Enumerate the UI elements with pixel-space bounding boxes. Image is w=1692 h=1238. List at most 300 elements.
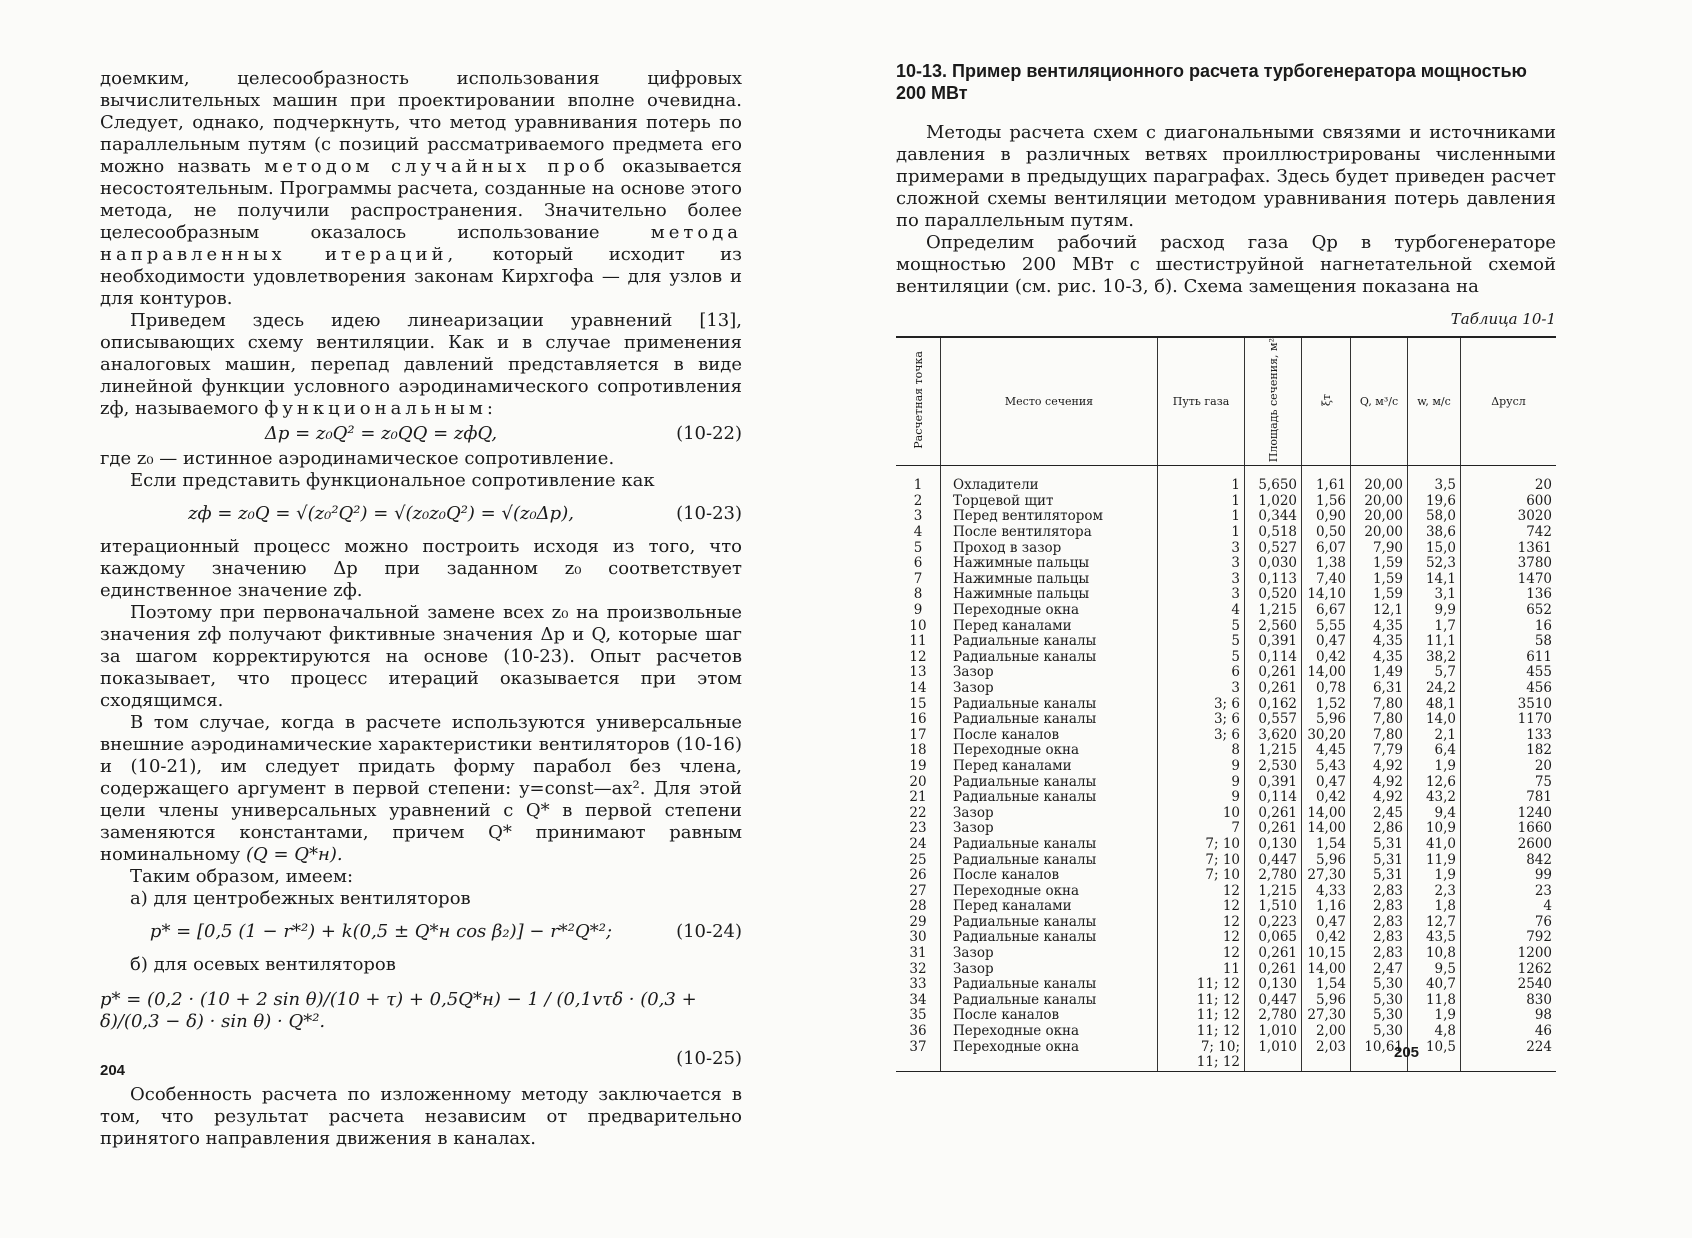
table-cell: 1,54 <box>1302 977 1351 993</box>
equation-number: (10-25) <box>676 1048 742 1069</box>
table-cell: Радиальные каналы <box>941 837 1158 853</box>
table-cell: 1,215 <box>1245 884 1302 900</box>
table-cell: 0,447 <box>1245 993 1302 1009</box>
table-cell: 35 <box>909 1007 927 1024</box>
table-cell: 11; 12 <box>1158 993 1245 1009</box>
table-row <box>896 806 1556 822</box>
table-cell: 2,00 <box>1302 1024 1351 1040</box>
table-cell: 27 <box>909 882 927 899</box>
table-cell <box>1461 1055 1557 1071</box>
table-cell: 3,5 <box>1408 478 1461 494</box>
table-cell: 24,2 <box>1408 681 1461 697</box>
table-cell: Переходные окна <box>941 884 1158 900</box>
table-cell: 224 <box>1461 1040 1557 1056</box>
table-row <box>896 572 1556 588</box>
data-table <box>896 336 1556 1072</box>
table-cell: 9 <box>1158 790 1245 806</box>
table-cell: 38,6 <box>1408 525 1461 541</box>
table-cell: 7,80 <box>1351 697 1408 713</box>
paragraph: б) для осевых вентиляторов <box>130 954 396 975</box>
table-cell: Радиальные каналы <box>941 993 1158 1009</box>
table-row <box>896 821 1556 837</box>
table-cell: 0,261 <box>1245 821 1302 837</box>
table-cell <box>1302 1055 1351 1071</box>
table-row <box>896 1008 1556 1024</box>
table-cell: 9 <box>913 602 923 619</box>
table-cell: 23 <box>909 820 927 837</box>
table-cell: 76 <box>1461 915 1557 931</box>
table-cell: 9,9 <box>1408 603 1461 619</box>
table-cell: Зазор <box>941 665 1158 681</box>
table-cell: 5,31 <box>1351 868 1408 884</box>
table-cell: 98 <box>1461 1008 1557 1024</box>
table-cell: 12 <box>1158 899 1245 915</box>
table-cell: 1660 <box>1461 821 1557 837</box>
table-cell: 1,020 <box>1245 494 1302 510</box>
table-cell: 1,61 <box>1302 478 1351 494</box>
table-cell: 27,30 <box>1302 868 1351 884</box>
table-cell: 4,35 <box>1351 650 1408 666</box>
column-header: Место сечения <box>941 337 1158 466</box>
table-cell: 19 <box>909 757 927 774</box>
table-row <box>896 915 1556 931</box>
table-row <box>896 837 1556 853</box>
table-cell: 0,261 <box>1245 665 1302 681</box>
table-cell: 9 <box>1158 775 1245 791</box>
table-cell: 2,03 <box>1302 1040 1351 1056</box>
table-cell: 10,9 <box>1408 821 1461 837</box>
table-cell: 0,42 <box>1302 650 1351 666</box>
table-cell: 99 <box>1461 868 1557 884</box>
table-cell: 7,80 <box>1351 728 1408 744</box>
table-cell: 5 <box>1158 634 1245 650</box>
table-cell: 9,4 <box>1408 806 1461 822</box>
table-cell: 2,47 <box>1351 962 1408 978</box>
table-cell: Перед каналами <box>941 899 1158 915</box>
table-cell: 652 <box>1461 603 1557 619</box>
table-cell: 7,90 <box>1351 541 1408 557</box>
table-cell: 2,83 <box>1351 884 1408 900</box>
table-cell: 0,557 <box>1245 712 1302 728</box>
table-cell: 14,00 <box>1302 962 1351 978</box>
equation-10-22: Δp = z₀Q² = z₀QQ = zфQ, (10-22) <box>264 423 742 444</box>
table-cell: 136 <box>1461 587 1557 603</box>
table-row <box>896 1040 1556 1056</box>
table-cell: 2 <box>913 492 923 509</box>
table-cell: 48,1 <box>1408 697 1461 713</box>
table-row <box>896 478 1556 494</box>
table-cell: 3780 <box>1461 556 1557 572</box>
table-cell: 0,114 <box>1245 650 1302 666</box>
column-header: Путь газа <box>1158 337 1245 466</box>
table-cell: 1,215 <box>1245 603 1302 619</box>
table-row <box>896 962 1556 978</box>
table-cell: 7,40 <box>1302 572 1351 588</box>
table-cell: 4 <box>1158 603 1245 619</box>
table-cell: 5,30 <box>1351 993 1408 1009</box>
table-row <box>896 775 1556 791</box>
table-cell: 456 <box>1461 681 1557 697</box>
table-cell: 0,47 <box>1302 775 1351 791</box>
paragraph: а) для центробежных вентиляторов <box>130 888 471 909</box>
table-cell: 12,6 <box>1408 775 1461 791</box>
paragraph: Поэтому при первоначальной замене всех z₀ на произвольные значения zф получают фиктивные значения Δp и Q, которые шаг за шагом корректируются на основе (10-23). Опыт расчетов показывает, что процесс итераций оказывается при этом сходящимся. <box>100 602 742 711</box>
table-cell: 28 <box>909 898 927 915</box>
table-cell: 27,30 <box>1302 1008 1351 1024</box>
table-cell: 0,90 <box>1302 509 1351 525</box>
table-cell: 2,3 <box>1408 884 1461 900</box>
table-cell: 14,00 <box>1302 665 1351 681</box>
table-cell <box>941 1055 1158 1071</box>
table-cell: 0,162 <box>1245 697 1302 713</box>
table-cell <box>896 1055 941 1071</box>
table-cell: 12,1 <box>1351 603 1408 619</box>
table-cell: Радиальные каналы <box>941 853 1158 869</box>
table-cell: 3 <box>913 508 923 525</box>
table-cell: 0,223 <box>1245 915 1302 931</box>
table-cell: 5,43 <box>1302 759 1351 775</box>
table-cell: 11 <box>909 633 927 650</box>
table-cell: 4,92 <box>1351 790 1408 806</box>
table-cell: Радиальные каналы <box>941 775 1158 791</box>
table-cell: 14 <box>909 679 927 696</box>
table-cell: 0,261 <box>1245 681 1302 697</box>
table-cell: После каналов <box>941 868 1158 884</box>
table-cell: 2,83 <box>1351 899 1408 915</box>
table-cell: 0,261 <box>1245 962 1302 978</box>
table-cell: 5 <box>1158 650 1245 666</box>
table-cell: Переходные окна <box>941 1040 1158 1056</box>
table-cell: 6 <box>1158 665 1245 681</box>
table-cell: 0,261 <box>1245 806 1302 822</box>
table-cell: 34 <box>909 991 927 1008</box>
table-row <box>896 525 1556 541</box>
table-cell: 0,78 <box>1302 681 1351 697</box>
table-cell: 43,5 <box>1408 930 1461 946</box>
table-cell: После вентилятора <box>941 525 1158 541</box>
table-row <box>896 868 1556 884</box>
table-cell: 6,07 <box>1302 541 1351 557</box>
table-cell: 1 <box>913 477 923 494</box>
table-cell: Нажимные пальцы <box>941 587 1158 603</box>
table-cell: 1361 <box>1461 541 1557 557</box>
column-header: Площадь сечения, м² <box>1245 337 1302 466</box>
table-cell: 2600 <box>1461 837 1557 853</box>
table-cell: 5,96 <box>1302 853 1351 869</box>
table-cell: 21 <box>909 789 927 806</box>
table-cell: 0,130 <box>1245 837 1302 853</box>
table-cell: 1,9 <box>1408 1008 1461 1024</box>
table-cell: 3 <box>1158 681 1245 697</box>
equation-10-25: p* = (0,2 · (10 + 2 sin θ)/(10 + τ) + 0,5Q*н) − 1 / (0,1vτδ · (0,3 + δ)/(0,3 − δ) · sin θ) · Q*². <box>100 989 697 1032</box>
column-header: ξт <box>1302 337 1351 466</box>
table-cell: 17 <box>909 726 927 743</box>
table-cell: Радиальные каналы <box>941 697 1158 713</box>
table-cell: Радиальные каналы <box>941 634 1158 650</box>
table-row <box>896 759 1556 775</box>
table-row <box>896 743 1556 759</box>
right-text-column <box>896 60 1556 1072</box>
table-row <box>896 930 1556 946</box>
paragraph: где z₀ — истинное аэродинамическое сопротивление. <box>100 448 615 469</box>
table-cell: Зазор <box>941 946 1158 962</box>
table-cell: 10 <box>1158 806 1245 822</box>
table-cell: 29 <box>909 913 927 930</box>
table-cell: 1,59 <box>1351 556 1408 572</box>
table-cell: 5,31 <box>1351 853 1408 869</box>
table-cell: Радиальные каналы <box>941 977 1158 993</box>
table-cell: 4,45 <box>1302 743 1351 759</box>
table-cell: 0,520 <box>1245 587 1302 603</box>
table-cell: 3 <box>1158 556 1245 572</box>
table-cell: 14,0 <box>1408 712 1461 728</box>
table-cell: 15,0 <box>1408 541 1461 557</box>
table-row <box>896 650 1556 666</box>
table-cell: 18 <box>909 742 927 759</box>
table-cell: 133 <box>1461 728 1557 744</box>
table-cell: 4,92 <box>1351 759 1408 775</box>
table-cell: 0,065 <box>1245 930 1302 946</box>
table-cell: 2,83 <box>1351 915 1408 931</box>
table-row <box>896 946 1556 962</box>
table-cell: 0,030 <box>1245 556 1302 572</box>
table-cell: Зазор <box>941 821 1158 837</box>
table-cell: 31 <box>909 945 927 962</box>
table-cell: 0,261 <box>1245 946 1302 962</box>
table-cell: Охладители <box>941 478 1158 494</box>
table-cell: 3 <box>1158 572 1245 588</box>
table-cell: 2,45 <box>1351 806 1408 822</box>
left-text-column <box>100 68 742 1150</box>
paragraph: Методы расчета схем с диагональными связями и источниками давления в различных ветвях проиллюстрированы численными примерами в предыдущих параграфах. Здесь будет приведен расчет сложной схемы вентиляции методом уравнивания потерь давления по параллельным путям. <box>896 122 1556 231</box>
table-cell: 0,42 <box>1302 930 1351 946</box>
table-cell: Переходные окна <box>941 743 1158 759</box>
table-cell: 7; 10 <box>1158 837 1245 853</box>
table-cell: 0,47 <box>1302 915 1351 931</box>
table-cell: 4 <box>1461 899 1557 915</box>
table-cell: Зазор <box>941 962 1158 978</box>
table-cell: 26 <box>909 867 927 884</box>
table-cell: Радиальные каналы <box>941 712 1158 728</box>
table-row <box>896 712 1556 728</box>
table-cell: 7 <box>913 570 923 587</box>
table-cell: 6,67 <box>1302 603 1351 619</box>
table-cell: 4,33 <box>1302 884 1351 900</box>
table-cell: 12 <box>909 648 927 665</box>
table-cell: 1240 <box>1461 806 1557 822</box>
table-cell: 0,42 <box>1302 790 1351 806</box>
table-cell: 5,55 <box>1302 619 1351 635</box>
table-cell: 2,560 <box>1245 619 1302 635</box>
table-cell: 3; 6 <box>1158 712 1245 728</box>
table-cell: 5,7 <box>1408 665 1461 681</box>
table-cell: 11; 12 <box>1158 977 1245 993</box>
table-caption: Таблица 10-1 <box>1450 310 1556 328</box>
column-header: w, м/с <box>1408 337 1461 466</box>
table-cell: 11; 12 <box>1158 1055 1245 1071</box>
table-cell: 830 <box>1461 993 1557 1009</box>
equation-10-24: p* = [0,5 (1 − r*²) + k(0,5 ± Q*н cos β₂)] − r*²Q*²; (10-24) <box>149 921 742 942</box>
table-cell: 25 <box>909 851 927 868</box>
table-cell: 5,30 <box>1351 1024 1408 1040</box>
table-cell: 1,9 <box>1408 868 1461 884</box>
table-cell: 20,00 <box>1351 478 1408 494</box>
table-cell: 30 <box>909 929 927 946</box>
table-row <box>896 977 1556 993</box>
equation-10-23: zф = z₀Q = √(z₀²Q²) = √(z₀z₀Q²) = √(z₀Δp), (10-23) <box>188 503 742 524</box>
table-cell: 2,780 <box>1245 868 1302 884</box>
table-cell: Радиальные каналы <box>941 915 1158 931</box>
table-cell: 12 <box>1158 884 1245 900</box>
table-cell: 1,16 <box>1302 899 1351 915</box>
table-cell: 33 <box>909 976 927 993</box>
table-header-row <box>896 337 1556 466</box>
table-cell: 0,47 <box>1302 634 1351 650</box>
table-cell: 1,9 <box>1408 759 1461 775</box>
table-row <box>896 853 1556 869</box>
table-row <box>896 494 1556 510</box>
table-cell: 1200 <box>1461 946 1557 962</box>
table-cell: 20,00 <box>1351 509 1408 525</box>
table-row <box>896 603 1556 619</box>
table-row <box>896 697 1556 713</box>
table-cell: 16 <box>1461 619 1557 635</box>
table-cell: 1,7 <box>1408 619 1461 635</box>
table-cell: 11; 12 <box>1158 1008 1245 1024</box>
table-cell: 1470 <box>1461 572 1557 588</box>
table-cell: 1,8 <box>1408 899 1461 915</box>
table-cell: 1,56 <box>1302 494 1351 510</box>
table-cell: 13 <box>909 664 927 681</box>
table-cell: 6,4 <box>1408 743 1461 759</box>
table-cell: 41,0 <box>1408 837 1461 853</box>
table-cell: 11,1 <box>1408 634 1461 650</box>
table-cell: 14,00 <box>1302 806 1351 822</box>
column-header: Расчетная точка <box>896 337 941 466</box>
table-cell: 20,00 <box>1351 525 1408 541</box>
table-cell: Проход в зазор <box>941 541 1158 557</box>
table-cell: После каналов <box>941 1008 1158 1024</box>
table-cell: 0,344 <box>1245 509 1302 525</box>
table-cell: 7; 10 <box>1158 853 1245 869</box>
table-cell: 1 <box>1158 494 1245 510</box>
table-cell: 2540 <box>1461 977 1557 993</box>
table-cell: 6,31 <box>1351 681 1408 697</box>
table-cell: 16 <box>909 711 927 728</box>
table-cell: 611 <box>1461 650 1557 666</box>
column-header: Δpусл <box>1461 337 1557 466</box>
table-row <box>896 1055 1556 1071</box>
paragraph: Определим рабочий расход газа Qр в турбогенераторе мощностью 200 МВт с шестиструйной нагнетательной схемой вентиляции (см. рис. 10-3, б). Схема замещения показана на <box>896 232 1556 297</box>
table-cell: Переходные окна <box>941 603 1158 619</box>
table-cell: 0,50 <box>1302 525 1351 541</box>
table-cell: 5,30 <box>1351 977 1408 993</box>
table-row <box>896 587 1556 603</box>
table-cell: 20 <box>1461 478 1557 494</box>
table-cell: 3 <box>1158 587 1245 603</box>
table-cell: 1,010 <box>1245 1024 1302 1040</box>
table-cell: 1,38 <box>1302 556 1351 572</box>
table-cell: 43,2 <box>1408 790 1461 806</box>
table-cell: 9,5 <box>1408 962 1461 978</box>
column-header: Q, м³/с <box>1351 337 1408 466</box>
table-cell: 5,30 <box>1351 1008 1408 1024</box>
table-cell: 24 <box>909 835 927 852</box>
table-cell: 7; 10; <box>1158 1040 1245 1056</box>
table-cell: 1,52 <box>1302 697 1351 713</box>
table-cell: 10,5 <box>1408 1040 1461 1056</box>
paragraph: В том случае, когда в расчете используются универсальные внешние аэродинамические характеристики вентиляторов (10-16) и (10-21), им следует придать форму парабол без члена, содержащего аргумент в первой степени: y=const—ax². Для этой цели члены универсальных уравнений с Q* в первой степени заменяются константами, причем Q* принимают равным номинальному (Q = Q*н). <box>100 712 742 865</box>
table-cell: 20 <box>1461 759 1557 775</box>
table-cell: 46 <box>1461 1024 1557 1040</box>
page-number: 205 <box>1394 1044 1420 1061</box>
table-cell: 14,1 <box>1408 572 1461 588</box>
paragraph: Если представить функциональное сопротивление как <box>130 470 655 491</box>
table-cell: 1,510 <box>1245 899 1302 915</box>
table-cell: 792 <box>1461 930 1557 946</box>
table-cell: 5,650 <box>1245 478 1302 494</box>
right-page <box>846 0 1692 1238</box>
table-row <box>896 728 1556 744</box>
table-cell: 10 <box>909 617 927 634</box>
table-cell: 20,00 <box>1351 494 1408 510</box>
table-cell: 5,31 <box>1351 837 1408 853</box>
table-cell: 842 <box>1461 853 1557 869</box>
paragraph: Таким образом, имеем: <box>130 866 354 887</box>
table-row <box>896 993 1556 1009</box>
table-cell: 40,7 <box>1408 977 1461 993</box>
table-row <box>896 790 1556 806</box>
table-cell: 600 <box>1461 494 1557 510</box>
table-cell: 781 <box>1461 790 1557 806</box>
table-cell: 0,527 <box>1245 541 1302 557</box>
table-cell: 0,518 <box>1245 525 1302 541</box>
table-cell: 4,35 <box>1351 634 1408 650</box>
table-cell: 4,92 <box>1351 775 1408 791</box>
table-cell: 3020 <box>1461 509 1557 525</box>
table-cell: 742 <box>1461 525 1557 541</box>
table-row <box>896 681 1556 697</box>
table-cell: 11,8 <box>1408 993 1461 1009</box>
table-cell: 10,61 <box>1351 1040 1408 1056</box>
page-number: 204 <box>100 1062 126 1079</box>
paragraph: Особенность расчета по изложенному методу заключается в том, что результат расчета независим от предварительно принятого направления движения в каналах. <box>100 1084 742 1149</box>
table-cell: 3510 <box>1461 697 1557 713</box>
table-cell: Торцевой щит <box>941 494 1158 510</box>
table-cell: 37 <box>909 1038 927 1055</box>
table-cell: 2,530 <box>1245 759 1302 775</box>
table-cell: 3 <box>1158 541 1245 557</box>
table-cell: 1 <box>1158 478 1245 494</box>
table-cell: Радиальные каналы <box>941 790 1158 806</box>
table-cell: 1,54 <box>1302 837 1351 853</box>
table-cell: 2,780 <box>1245 1008 1302 1024</box>
table-cell: 7; 10 <box>1158 868 1245 884</box>
table-cell: Радиальные каналы <box>941 930 1158 946</box>
table-cell: 1262 <box>1461 962 1557 978</box>
table-cell: 10,15 <box>1302 946 1351 962</box>
table-cell: 5 <box>1158 619 1245 635</box>
table-cell: 38,2 <box>1408 650 1461 666</box>
table-cell: 1,59 <box>1351 572 1408 588</box>
table-cell: 12 <box>1158 915 1245 931</box>
table-cell: 455 <box>1461 665 1557 681</box>
table-cell: 182 <box>1461 743 1557 759</box>
table-row <box>896 509 1556 525</box>
paragraph: доемким, целесообразность использования цифровых вычислительных машин при проектировании вполне очевидна. Следует, однако, подчеркнуть, что метод уравнивания потерь по параллельным путям (с позиций рассматриваемого предмета его можно назвать методом случайных проб оказывается несостоятельным. Программы расчета, созданные на основе этого метода, не получили распространения. Значительно более целесообразным оказалось использование метода направленных итераций, который исходит из необходимости удовлетворения законам Кирхгофа — для узлов и для контуров. <box>100 68 742 309</box>
table-cell: 7,80 <box>1351 712 1408 728</box>
table-cell: 11; 12 <box>1158 1024 1245 1040</box>
